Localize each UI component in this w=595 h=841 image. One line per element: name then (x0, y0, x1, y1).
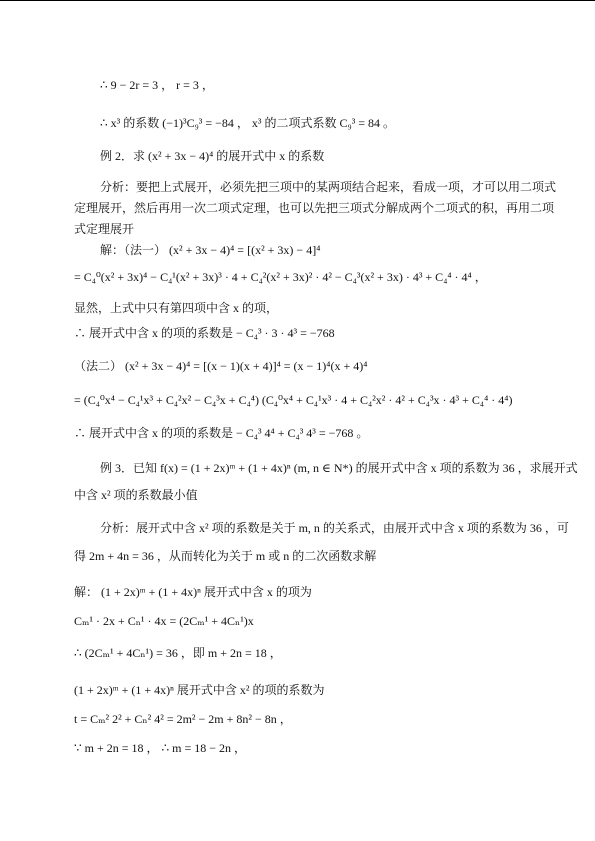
text-line: 例 2．求 (x² + 3x − 4)⁴ 的展开式中 x 的系数 (100, 149, 325, 163)
text-line: (1 + 2x)ᵐ + (1 + 4x)ⁿ 展开式中含 x² 的项的系数为 (74, 683, 325, 697)
text-line: t = Cₘ² 2² + Cₙ² 4² = 2m² − 2m + 8n² − 8n ， (74, 712, 292, 726)
text-line: 式定理展开 (74, 222, 135, 236)
text-line: ∴ 9 − 2r = 3 ， r = 3 ， (100, 78, 214, 92)
text-line: ∴ (2Cₘ¹ + 4Cₙ¹) = 36 ，即 m + 2n = 18 ， (74, 646, 282, 660)
text-line: 中含 x² 项的系数最小值 (74, 488, 198, 502)
text-line: ∴ 展开式中含 x 的项的系数是 − C₄³ · 3 · 4³ = −768 (74, 326, 335, 340)
text-line: ∴ x³ 的系数 (−1)³C₉³ = −84 ， x³ 的二项式系数 C₉³ = 84 。 (100, 116, 396, 130)
text-line: 得 2m + 4n = 36 ，从而转化为关于 m 或 n 的二次函数求解 (74, 549, 377, 563)
text-line: Cₘ¹ · 2x + Cₙ¹ · 4x = (2Cₘ¹ + 4Cₙ¹)x (74, 614, 254, 628)
text-line: 例 3．已知 f(x) = (1 + 2x)ᵐ + (1 + 4x)ⁿ (m, n ∈ N*) 的展开式中含 x 项的系数为 36 ，求展开式 (100, 461, 578, 475)
text-line: 定理展开，然后再用一次二项式定理，也可以先把三项式分解成两个二项式的积，再用二项 (74, 201, 555, 215)
text-line: 分析：要把上式展开，必须先把三项中的某两项结合起来，看成一项，才可以用二项式 (100, 180, 557, 194)
text-line: ∵ m + 2n = 18 ， ∴ m = 18 − 2n ， (74, 741, 247, 755)
text-line: = C₄⁰(x² + 3x)⁴ − C₄¹(x² + 3x)³ · 4 + C₄²(x² + 3x)² · 4² − C₄³(x² + 3x) · 4³ + C₄⁴ · 4⁴ ， (74, 270, 487, 284)
text-line: 显然，上式中只有第四项中含 x 的项， (74, 301, 279, 315)
text-line: 解：（法一） (x² + 3x − 4)⁴ = [(x² + 3x) − 4]⁴ (100, 243, 321, 257)
text-line: （法二） (x² + 3x − 4)⁴ = [(x − 1)(x + 4)]⁴ = (x − 1)⁴(x + 4)⁴ (74, 359, 368, 373)
text-line: 分析：展开式中含 x² 项的系数是关于 m, n 的关系式，由展开式中含 x 项的系数为 36 ，可 (100, 521, 569, 535)
text-line: 解： (1 + 2x)ᵐ + (1 + 4x)ⁿ 展开式中含 x 的项为 (74, 585, 312, 599)
text-line: = (C₄⁰x⁴ − C₄¹x³ + C₄²x² − C₄³x + C₄⁴) (C₄⁰x⁴ + C₄¹x³ · 4 + C₄²x² · 4² + C₄³x · 4³ + C₄⁴ · 4⁴) (74, 393, 513, 407)
text-line: ∴ 展开式中含 x 的项的系数是 − C₄³ 4⁴ + C₄³ 4³ = −768 。 (74, 426, 369, 440)
